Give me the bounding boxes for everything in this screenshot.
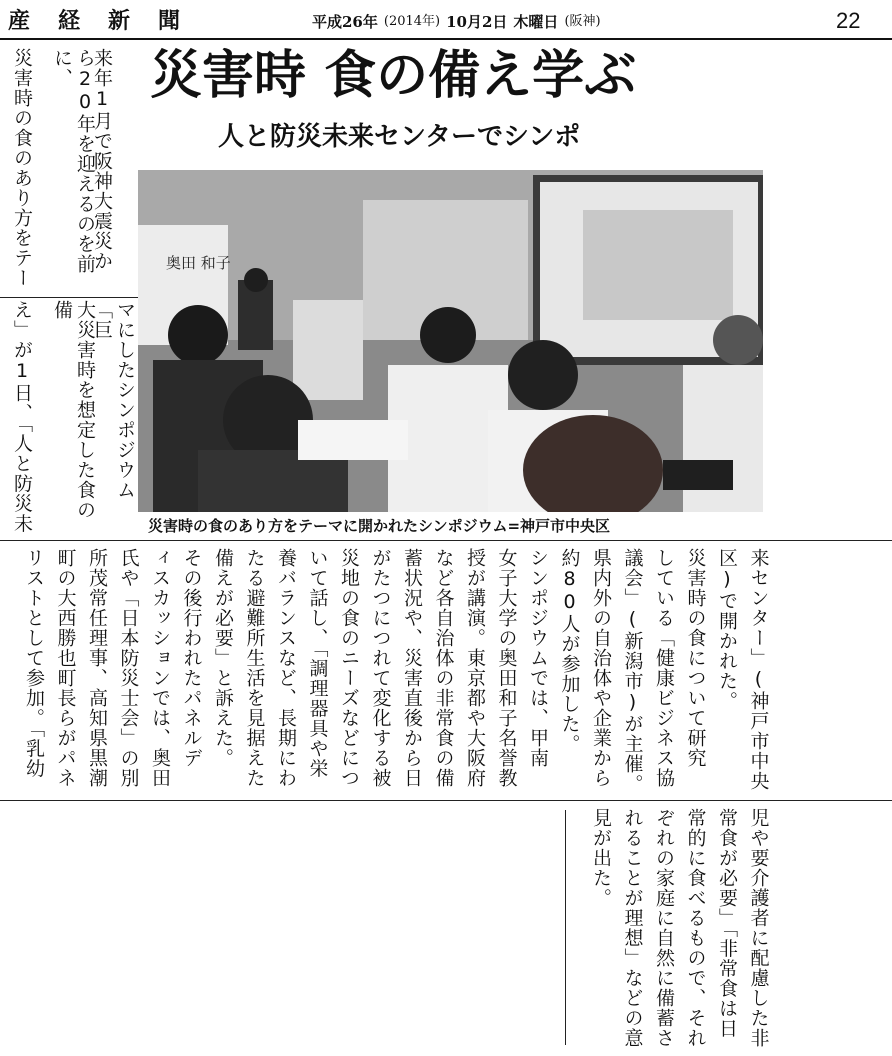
text-column: 見が出た。 <box>590 808 612 908</box>
photo-caption: 災害時の食のあり方をテーマに開かれたシンポジウム=神戸市中央区 <box>148 517 611 535</box>
text-column: 常食が必要」「非常食は日 <box>716 808 738 1039</box>
text-column: え」が1日、「人と防災未 <box>11 300 33 534</box>
text-column: 授が講演。東京都や大阪府 <box>464 548 486 788</box>
text-column: 氏や「日本防災士会」の別 <box>117 548 140 788</box>
text-column: 備えが必要」と訴えた。 <box>212 548 234 768</box>
photo-illustration <box>138 170 763 512</box>
divider-line <box>0 540 892 541</box>
text-column: 大災害時を想定した食の備 <box>51 300 96 520</box>
screen-name-text: 奥田 和子 <box>166 254 231 272</box>
text-column: 来年1月で阪神大震災か <box>91 48 113 271</box>
era-date: 平成26年 <box>312 13 378 31</box>
text-column: 来センター」(神戸市中央 <box>747 548 770 791</box>
weekday: 木曜日 <box>513 13 559 31</box>
text-column: 議会」(新潟市)が主催。 <box>621 548 644 794</box>
text-column: 常的に食べるもので、それ <box>684 808 707 1048</box>
text-column: している「健康ビジネス協 <box>653 548 675 788</box>
header-rule <box>0 38 892 40</box>
text-column: 災害時の食のあり方をテー <box>11 48 33 288</box>
text-column: 女子大学の奥田和子名誉教 <box>495 548 518 788</box>
text-column: 蓄状況や、災害直後から日 <box>401 548 423 788</box>
text-column: 約80人が参加した。 <box>558 548 581 754</box>
headline: 災害時 食の備え学ぶ <box>150 46 637 106</box>
text-column: ぞれの家庭に自然に備蓄さ <box>653 808 675 1048</box>
date: 10月2日 <box>446 13 508 31</box>
text-column: リストとして参加。「乳幼 <box>23 548 45 779</box>
text-column: など各自治体の非常食の備 <box>432 548 455 788</box>
subheadline: 人と防災未来センターでシンポ <box>218 122 581 152</box>
text-column: 町の大西勝也町長らがパネ <box>54 548 77 788</box>
text-column: 養バランスなど、長期にわ <box>275 548 297 788</box>
text-column: シンポジウムでは、甲南 <box>527 548 549 768</box>
edition: (阪神) <box>564 14 601 29</box>
text-column: 災害時の食について研究 <box>684 548 707 768</box>
newspaper-masthead: 産経新聞 <box>8 8 209 34</box>
text-column: いて話し、「調理器具や栄 <box>306 548 329 779</box>
text-column: マにしたシンポジウム「巨 <box>91 300 136 500</box>
text-column: がたつにつれて変化する被 <box>369 548 392 788</box>
text-column: 災地の食のニーズなどにつ <box>338 548 360 788</box>
divider-line <box>0 800 892 801</box>
page-number: 22 <box>836 8 861 33</box>
symposium-photo <box>138 170 763 512</box>
text-column: 区)で開かれた。 <box>716 548 738 711</box>
text-column: ら20年を迎えるのを前に、 <box>51 48 96 274</box>
divider-line <box>565 810 566 1045</box>
text-column: 県内外の自治体や企業から <box>590 548 612 788</box>
divider-line <box>0 297 138 298</box>
text-column: れることが理想」などの意 <box>621 808 644 1048</box>
text-column: たる避難所生活を見据えた <box>243 548 266 788</box>
year: (2014年) <box>383 14 441 29</box>
text-column: 所茂常任理事、高知県黒潮 <box>86 548 108 788</box>
text-column: 児や要介護者に配慮した非 <box>747 808 770 1048</box>
dateline <box>312 10 601 34</box>
text-column: その後行われたパネルデ <box>180 548 203 768</box>
text-column: ィスカッションでは、奥田 <box>149 548 171 788</box>
